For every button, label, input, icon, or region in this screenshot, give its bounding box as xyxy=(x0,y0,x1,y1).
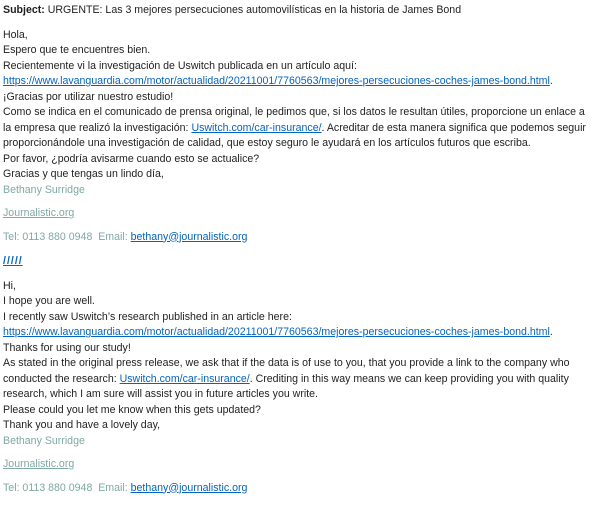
ask-es: Por favor, ¿podría avisarme cuando esto se actualice? xyxy=(3,152,260,165)
research-link-en[interactable]: Uswitch.com/car-insurance/ xyxy=(119,372,250,385)
ask-en: Please could you let me know when this gets updated? xyxy=(3,403,261,416)
article-link-es[interactable]: https://www.lavanguardia.com/motor/actualidad/20211001/7760563/mejores-persecuciones-coches-james-bond.html xyxy=(3,75,550,87)
line2-en: I recently saw Uswitch’s research published in an article here: xyxy=(3,310,292,323)
signature-tel-en: Tel: 0113 880 0948 xyxy=(3,481,93,494)
signature-contact-en xyxy=(3,481,593,497)
paragraph-en-end: . Crediting in this way means we can keep providing you with quality research, which I am sure will assist you in future articles you write. xyxy=(3,372,569,400)
article-link-row-en xyxy=(3,325,593,341)
signature-contact-es xyxy=(3,230,593,246)
signature-name-es: Bethany Surridge xyxy=(3,183,85,196)
signature-email-es[interactable]: bethany@journalistic.org xyxy=(130,230,248,243)
article-link-row-es xyxy=(3,74,593,90)
signature-tel-es: Tel: 0113 880 0948 xyxy=(3,230,93,243)
paragraph-en-start: As stated in the original press release, we ask that if the data is of use to you, that you provide a link to the company who conducted the research: xyxy=(3,357,570,385)
line1-es: Espero que te encuentres bien. xyxy=(3,44,151,56)
thanks-es: ¡Gracias por utilizar nuestro estudio! xyxy=(3,90,174,103)
closing-es: Gracias y que tengas un lindo día, xyxy=(3,168,164,180)
paragraph-es xyxy=(3,105,593,152)
research-link-es[interactable]: Uswitch.com/car-insurance/ xyxy=(191,121,322,134)
paragraph-es-start: Como se indica en el comunicado de prensa original, le pedimos que, si los datos le resultan útiles, proporcione un enlace a la empresa que realizó la investigación: xyxy=(3,106,585,134)
signature-email-en[interactable]: bethany@journalistic.org xyxy=(130,481,248,494)
language-separator: ///// xyxy=(3,255,23,267)
greeting-en: Hi, xyxy=(3,279,16,292)
subject-text: URGENTE: Las 3 mejores persecuciones automovilísticas en la historia de James Bond xyxy=(47,4,462,16)
signature-email-label-es: Email: xyxy=(98,230,128,243)
signature-site-en[interactable]: Journalistic.org xyxy=(3,458,75,470)
line1-en: I hope you are well. xyxy=(3,295,95,307)
subject-line xyxy=(3,3,593,19)
closing-en: Thank you and have a lovely day, xyxy=(3,419,161,431)
signature-email-label-en: Email: xyxy=(98,481,128,494)
period-es: . xyxy=(549,75,553,87)
thanks-en: Thanks for using our study! xyxy=(3,341,131,354)
period-en: . xyxy=(549,326,553,338)
signature-site-es[interactable]: Journalistic.org xyxy=(3,207,75,219)
article-link-en[interactable]: https://www.lavanguardia.com/motor/actualidad/20211001/7760563/mejores-persecuciones-coches-james-bond.html xyxy=(3,326,550,338)
paragraph-en xyxy=(3,356,593,403)
line2-es: Recientemente vi la investigación de Uswitch publicada en un artículo aquí: xyxy=(3,59,357,72)
signature-name-en: Bethany Surridge xyxy=(3,434,85,447)
paragraph-es-end: . Acreditar de esta manera significa que podemos seguir proporcionándole una investigación de calidad, que estoy seguro le ayudará en los artículos futuros que escriba. xyxy=(3,121,586,149)
greeting-es: Hola, xyxy=(3,28,28,41)
subject-label: Subject: xyxy=(3,4,45,16)
